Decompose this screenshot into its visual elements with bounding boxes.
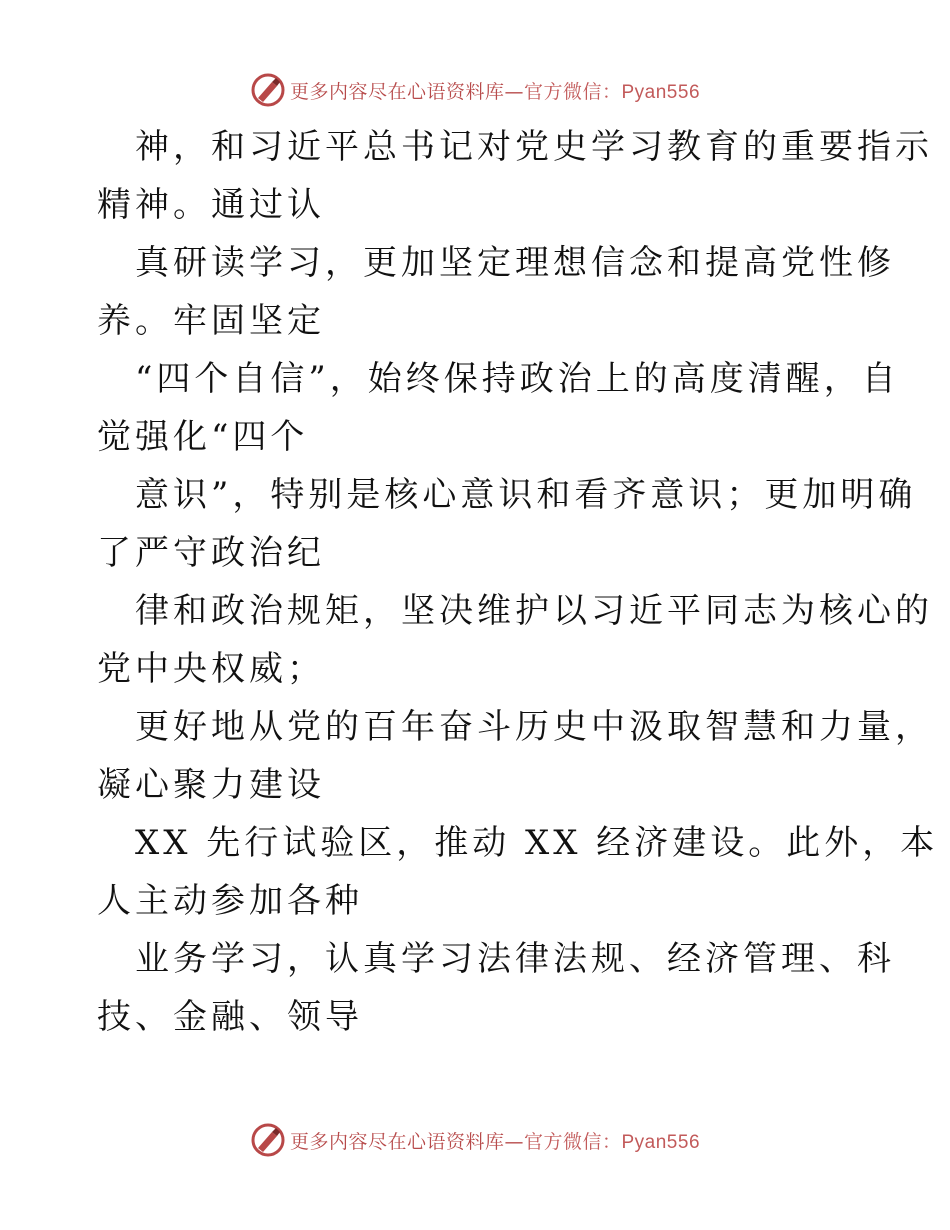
footer-brand-text: 更多内容尽在心语资料库 (289, 1130, 505, 1153)
header-brand-text: 更多内容尽在心语资料库 (289, 80, 505, 103)
text-line: XX 先行试验区，推动 XX 经济建设。此外，本 (135, 823, 939, 863)
text-line: 人主动参加各种 (97, 881, 363, 921)
text-line: 业务学习，认真学习法律法规、经济管理、科 (135, 939, 895, 979)
text-line: 党中央权威； (97, 649, 325, 689)
brand-logo-icon (250, 1122, 286, 1158)
document-body (97, 118, 939, 1046)
text-line: 神，和习近平总书记对党史学习教育的重要指示 (135, 127, 933, 167)
header-wechat-label: 官方微信： (523, 80, 622, 103)
footer-wechat-id: Pyan556 (621, 1131, 701, 1153)
header-wechat-id: Pyan556 (621, 81, 701, 103)
text-line: “四个自信”，始终保持政治上的高度清醒，自 (135, 359, 900, 399)
footer-watermark (0, 1120, 950, 1160)
text-line: 觉强化“四个 (97, 417, 309, 457)
text-line: 真研读学习，更加坚定理想信念和提高党性修 (135, 243, 895, 283)
footer-wechat-label: 官方微信： (523, 1130, 622, 1153)
text-line: 凝心聚力建设 (97, 765, 325, 805)
header-separator: — (504, 80, 524, 103)
footer-separator: — (504, 1130, 524, 1153)
text-line: 了严守政治纪 (97, 533, 325, 573)
text-line: 养。牢固坚定 (97, 301, 325, 341)
brand-logo-icon (250, 72, 286, 108)
text-line: 律和政治规矩，坚决维护以习近平同志为核心的 (135, 591, 933, 631)
text-line: 精神。通过认 (97, 185, 325, 225)
header-watermark (0, 70, 950, 110)
text-line: 更好地从党的百年奋斗历史中汲取智慧和力量， (135, 707, 933, 747)
text-line: 技、金融、领导 (97, 997, 363, 1037)
text-line: 意识”，特别是核心意识和看齐意识；更加明确 (135, 475, 917, 515)
